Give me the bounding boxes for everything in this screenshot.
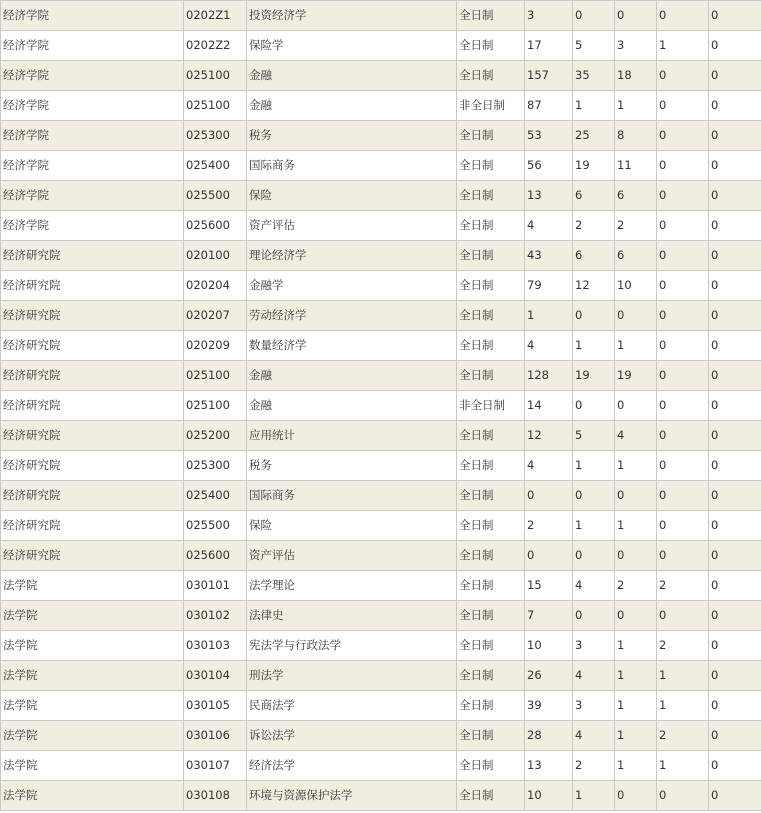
major-code-cell: 030107 bbox=[184, 751, 247, 781]
major-code-cell: 030101 bbox=[184, 571, 247, 601]
college-cell: 经济研究院 bbox=[1, 271, 184, 301]
college-cell: 法学院 bbox=[1, 661, 184, 691]
count-cell-3: 0 bbox=[615, 601, 657, 631]
count-cell-1: 1 bbox=[525, 301, 573, 331]
count-cell-2: 5 bbox=[573, 421, 615, 451]
college-cell: 经济研究院 bbox=[1, 241, 184, 271]
count-cell-4: 0 bbox=[657, 301, 709, 331]
count-cell-4: 2 bbox=[657, 721, 709, 751]
count-cell-3: 0 bbox=[615, 481, 657, 511]
study-mode-cell: 全日制 bbox=[457, 751, 525, 781]
study-mode-cell: 全日制 bbox=[457, 451, 525, 481]
count-cell-3: 1 bbox=[615, 631, 657, 661]
college-cell: 经济研究院 bbox=[1, 451, 184, 481]
major-code-cell: 025400 bbox=[184, 481, 247, 511]
count-cell-1: 17 bbox=[525, 31, 573, 61]
count-cell-2: 0 bbox=[573, 481, 615, 511]
count-cell-2: 4 bbox=[573, 661, 615, 691]
count-cell-2: 5 bbox=[573, 31, 615, 61]
count-cell-2: 0 bbox=[573, 541, 615, 571]
major-name-cell: 资产评估 bbox=[247, 541, 457, 571]
study-mode-cell: 全日制 bbox=[457, 121, 525, 151]
count-cell-2: 0 bbox=[573, 1, 615, 31]
study-mode-cell: 全日制 bbox=[457, 481, 525, 511]
count-cell-5: 0 bbox=[709, 1, 761, 31]
study-mode-cell: 全日制 bbox=[457, 781, 525, 811]
table-row bbox=[1, 571, 761, 601]
major-name-cell: 保险 bbox=[247, 181, 457, 211]
study-mode-cell: 全日制 bbox=[457, 661, 525, 691]
count-cell-5: 0 bbox=[709, 451, 761, 481]
college-cell: 经济研究院 bbox=[1, 481, 184, 511]
count-cell-1: 128 bbox=[525, 361, 573, 391]
table-row bbox=[1, 661, 761, 691]
count-cell-1: 4 bbox=[525, 211, 573, 241]
table-row bbox=[1, 421, 761, 451]
count-cell-1: 10 bbox=[525, 781, 573, 811]
count-cell-4: 0 bbox=[657, 331, 709, 361]
college-cell: 经济研究院 bbox=[1, 361, 184, 391]
major-code-cell: 025100 bbox=[184, 91, 247, 121]
count-cell-1: 14 bbox=[525, 391, 573, 421]
major-name-cell: 投资经济学 bbox=[247, 1, 457, 31]
count-cell-1: 7 bbox=[525, 601, 573, 631]
major-code-cell: 030108 bbox=[184, 781, 247, 811]
major-name-cell: 宪法学与行政法学 bbox=[247, 631, 457, 661]
major-name-cell: 保险学 bbox=[247, 31, 457, 61]
count-cell-3: 1 bbox=[615, 91, 657, 121]
count-cell-1: 79 bbox=[525, 271, 573, 301]
major-code-cell: 030102 bbox=[184, 601, 247, 631]
count-cell-3: 1 bbox=[615, 511, 657, 541]
table-row bbox=[1, 241, 761, 271]
major-name-cell: 经济法学 bbox=[247, 751, 457, 781]
count-cell-2: 1 bbox=[573, 331, 615, 361]
count-cell-2: 25 bbox=[573, 121, 615, 151]
college-cell: 经济研究院 bbox=[1, 391, 184, 421]
table-row bbox=[1, 91, 761, 121]
count-cell-5: 0 bbox=[709, 91, 761, 121]
count-cell-2: 3 bbox=[573, 691, 615, 721]
study-mode-cell: 全日制 bbox=[457, 361, 525, 391]
count-cell-4: 0 bbox=[657, 61, 709, 91]
count-cell-2: 19 bbox=[573, 151, 615, 181]
count-cell-4: 0 bbox=[657, 121, 709, 151]
major-code-cell: 020100 bbox=[184, 241, 247, 271]
college-cell: 经济研究院 bbox=[1, 541, 184, 571]
count-cell-2: 0 bbox=[573, 601, 615, 631]
count-cell-1: 13 bbox=[525, 181, 573, 211]
study-mode-cell: 全日制 bbox=[457, 421, 525, 451]
count-cell-3: 10 bbox=[615, 271, 657, 301]
count-cell-5: 0 bbox=[709, 31, 761, 61]
count-cell-3: 2 bbox=[615, 571, 657, 601]
count-cell-1: 53 bbox=[525, 121, 573, 151]
count-cell-1: 28 bbox=[525, 721, 573, 751]
count-cell-3: 2 bbox=[615, 211, 657, 241]
count-cell-3: 1 bbox=[615, 661, 657, 691]
count-cell-2: 4 bbox=[573, 571, 615, 601]
count-cell-2: 3 bbox=[573, 631, 615, 661]
major-name-cell: 法学理论 bbox=[247, 571, 457, 601]
major-code-cell: 025500 bbox=[184, 511, 247, 541]
count-cell-2: 4 bbox=[573, 721, 615, 751]
count-cell-1: 39 bbox=[525, 691, 573, 721]
college-cell: 经济学院 bbox=[1, 181, 184, 211]
count-cell-3: 1 bbox=[615, 721, 657, 751]
college-cell: 经济研究院 bbox=[1, 421, 184, 451]
count-cell-5: 0 bbox=[709, 781, 761, 811]
major-name-cell: 理论经济学 bbox=[247, 241, 457, 271]
count-cell-5: 0 bbox=[709, 331, 761, 361]
college-cell: 经济学院 bbox=[1, 121, 184, 151]
major-name-cell: 应用统计 bbox=[247, 421, 457, 451]
count-cell-5: 0 bbox=[709, 691, 761, 721]
table-row bbox=[1, 481, 761, 511]
college-cell: 经济学院 bbox=[1, 151, 184, 181]
major-name-cell: 金融 bbox=[247, 61, 457, 91]
college-cell: 法学院 bbox=[1, 631, 184, 661]
count-cell-5: 0 bbox=[709, 541, 761, 571]
count-cell-1: 3 bbox=[525, 1, 573, 31]
count-cell-1: 4 bbox=[525, 331, 573, 361]
count-cell-4: 0 bbox=[657, 481, 709, 511]
count-cell-3: 11 bbox=[615, 151, 657, 181]
count-cell-4: 0 bbox=[657, 211, 709, 241]
table-row bbox=[1, 391, 761, 421]
study-mode-cell: 全日制 bbox=[457, 31, 525, 61]
count-cell-5: 0 bbox=[709, 421, 761, 451]
count-cell-1: 56 bbox=[525, 151, 573, 181]
count-cell-1: 0 bbox=[525, 541, 573, 571]
study-mode-cell: 全日制 bbox=[457, 721, 525, 751]
table-row bbox=[1, 751, 761, 781]
college-cell: 法学院 bbox=[1, 721, 184, 751]
count-cell-5: 0 bbox=[709, 271, 761, 301]
count-cell-4: 1 bbox=[657, 31, 709, 61]
study-mode-cell: 全日制 bbox=[457, 271, 525, 301]
college-cell: 法学院 bbox=[1, 691, 184, 721]
major-code-cell: 025500 bbox=[184, 181, 247, 211]
table-row bbox=[1, 61, 761, 91]
count-cell-4: 1 bbox=[657, 691, 709, 721]
major-code-cell: 0202Z1 bbox=[184, 1, 247, 31]
college-cell: 经济学院 bbox=[1, 61, 184, 91]
table-row bbox=[1, 691, 761, 721]
study-mode-cell: 全日制 bbox=[457, 601, 525, 631]
count-cell-1: 87 bbox=[525, 91, 573, 121]
table-row bbox=[1, 451, 761, 481]
major-code-cell: 020207 bbox=[184, 301, 247, 331]
table-row bbox=[1, 541, 761, 571]
major-code-cell: 030105 bbox=[184, 691, 247, 721]
major-code-cell: 030106 bbox=[184, 721, 247, 751]
major-code-cell: 025400 bbox=[184, 151, 247, 181]
study-mode-cell: 全日制 bbox=[457, 511, 525, 541]
count-cell-1: 43 bbox=[525, 241, 573, 271]
count-cell-4: 0 bbox=[657, 361, 709, 391]
study-mode-cell: 全日制 bbox=[457, 691, 525, 721]
table-row bbox=[1, 361, 761, 391]
study-mode-cell: 非全日制 bbox=[457, 391, 525, 421]
major-name-cell: 环境与资源保护法学 bbox=[247, 781, 457, 811]
count-cell-2: 6 bbox=[573, 181, 615, 211]
table-row bbox=[1, 211, 761, 241]
table-body bbox=[1, 1, 761, 811]
count-cell-2: 19 bbox=[573, 361, 615, 391]
major-name-cell: 金融 bbox=[247, 391, 457, 421]
count-cell-2: 6 bbox=[573, 241, 615, 271]
major-name-cell: 保险 bbox=[247, 511, 457, 541]
table-row bbox=[1, 601, 761, 631]
study-mode-cell: 全日制 bbox=[457, 211, 525, 241]
count-cell-2: 1 bbox=[573, 781, 615, 811]
major-name-cell: 金融学 bbox=[247, 271, 457, 301]
count-cell-1: 12 bbox=[525, 421, 573, 451]
major-code-cell: 020204 bbox=[184, 271, 247, 301]
count-cell-5: 0 bbox=[709, 211, 761, 241]
major-code-cell: 030104 bbox=[184, 661, 247, 691]
study-mode-cell: 全日制 bbox=[457, 301, 525, 331]
table-row bbox=[1, 271, 761, 301]
major-name-cell: 民商法学 bbox=[247, 691, 457, 721]
count-cell-3: 8 bbox=[615, 121, 657, 151]
table-row bbox=[1, 301, 761, 331]
count-cell-2: 1 bbox=[573, 511, 615, 541]
count-cell-4: 0 bbox=[657, 241, 709, 271]
college-cell: 经济学院 bbox=[1, 31, 184, 61]
count-cell-2: 2 bbox=[573, 751, 615, 781]
count-cell-3: 0 bbox=[615, 301, 657, 331]
table-row bbox=[1, 1, 761, 31]
count-cell-3: 3 bbox=[615, 31, 657, 61]
college-cell: 经济研究院 bbox=[1, 511, 184, 541]
college-cell: 经济学院 bbox=[1, 211, 184, 241]
count-cell-2: 1 bbox=[573, 91, 615, 121]
count-cell-3: 0 bbox=[615, 1, 657, 31]
count-cell-2: 0 bbox=[573, 301, 615, 331]
major-name-cell: 税务 bbox=[247, 121, 457, 151]
count-cell-4: 0 bbox=[657, 181, 709, 211]
count-cell-3: 4 bbox=[615, 421, 657, 451]
count-cell-1: 10 bbox=[525, 631, 573, 661]
count-cell-4: 0 bbox=[657, 541, 709, 571]
college-cell: 法学院 bbox=[1, 781, 184, 811]
count-cell-3: 1 bbox=[615, 331, 657, 361]
study-mode-cell: 全日制 bbox=[457, 631, 525, 661]
major-code-cell: 025100 bbox=[184, 361, 247, 391]
count-cell-3: 0 bbox=[615, 781, 657, 811]
count-cell-4: 0 bbox=[657, 391, 709, 421]
count-cell-5: 0 bbox=[709, 721, 761, 751]
study-mode-cell: 全日制 bbox=[457, 61, 525, 91]
table-row bbox=[1, 151, 761, 181]
college-cell: 经济研究院 bbox=[1, 301, 184, 331]
major-name-cell: 国际商务 bbox=[247, 151, 457, 181]
count-cell-3: 6 bbox=[615, 181, 657, 211]
major-code-cell: 025100 bbox=[184, 391, 247, 421]
major-name-cell: 金融 bbox=[247, 361, 457, 391]
study-mode-cell: 全日制 bbox=[457, 241, 525, 271]
study-mode-cell: 全日制 bbox=[457, 151, 525, 181]
count-cell-1: 4 bbox=[525, 451, 573, 481]
table-row bbox=[1, 181, 761, 211]
count-cell-5: 0 bbox=[709, 571, 761, 601]
study-mode-cell: 非全日制 bbox=[457, 91, 525, 121]
major-name-cell: 诉讼法学 bbox=[247, 721, 457, 751]
college-cell: 经济学院 bbox=[1, 91, 184, 121]
count-cell-3: 0 bbox=[615, 391, 657, 421]
college-cell: 法学院 bbox=[1, 601, 184, 631]
study-mode-cell: 全日制 bbox=[457, 1, 525, 31]
college-cell: 法学院 bbox=[1, 751, 184, 781]
count-cell-5: 0 bbox=[709, 301, 761, 331]
count-cell-5: 0 bbox=[709, 751, 761, 781]
count-cell-3: 1 bbox=[615, 451, 657, 481]
count-cell-5: 0 bbox=[709, 61, 761, 91]
count-cell-2: 0 bbox=[573, 391, 615, 421]
count-cell-5: 0 bbox=[709, 151, 761, 181]
count-cell-1: 157 bbox=[525, 61, 573, 91]
count-cell-5: 0 bbox=[709, 481, 761, 511]
count-cell-5: 0 bbox=[709, 601, 761, 631]
count-cell-3: 19 bbox=[615, 361, 657, 391]
count-cell-4: 0 bbox=[657, 451, 709, 481]
major-name-cell: 法律史 bbox=[247, 601, 457, 631]
major-code-cell: 020209 bbox=[184, 331, 247, 361]
college-cell: 经济研究院 bbox=[1, 331, 184, 361]
count-cell-2: 1 bbox=[573, 451, 615, 481]
major-name-cell: 刑法学 bbox=[247, 661, 457, 691]
count-cell-1: 15 bbox=[525, 571, 573, 601]
count-cell-4: 0 bbox=[657, 511, 709, 541]
count-cell-4: 0 bbox=[657, 601, 709, 631]
count-cell-3: 6 bbox=[615, 241, 657, 271]
count-cell-2: 2 bbox=[573, 211, 615, 241]
college-cell: 经济学院 bbox=[1, 1, 184, 31]
study-mode-cell: 全日制 bbox=[457, 541, 525, 571]
count-cell-2: 35 bbox=[573, 61, 615, 91]
count-cell-4: 0 bbox=[657, 781, 709, 811]
count-cell-1: 26 bbox=[525, 661, 573, 691]
major-code-cell: 025600 bbox=[184, 211, 247, 241]
table-row bbox=[1, 631, 761, 661]
count-cell-5: 0 bbox=[709, 511, 761, 541]
major-code-cell: 025200 bbox=[184, 421, 247, 451]
count-cell-4: 1 bbox=[657, 751, 709, 781]
count-cell-5: 0 bbox=[709, 661, 761, 691]
count-cell-4: 0 bbox=[657, 271, 709, 301]
college-cell: 法学院 bbox=[1, 571, 184, 601]
count-cell-5: 0 bbox=[709, 391, 761, 421]
count-cell-2: 12 bbox=[573, 271, 615, 301]
study-mode-cell: 全日制 bbox=[457, 331, 525, 361]
major-name-cell: 资产评估 bbox=[247, 211, 457, 241]
major-code-cell: 0202Z2 bbox=[184, 31, 247, 61]
count-cell-3: 1 bbox=[615, 751, 657, 781]
count-cell-4: 2 bbox=[657, 571, 709, 601]
major-code-cell: 025600 bbox=[184, 541, 247, 571]
count-cell-3: 1 bbox=[615, 691, 657, 721]
count-cell-3: 0 bbox=[615, 541, 657, 571]
major-code-cell: 025300 bbox=[184, 121, 247, 151]
table-row bbox=[1, 781, 761, 811]
table-row bbox=[1, 721, 761, 751]
count-cell-4: 0 bbox=[657, 1, 709, 31]
count-cell-4: 2 bbox=[657, 631, 709, 661]
major-name-cell: 劳动经济学 bbox=[247, 301, 457, 331]
major-name-cell: 税务 bbox=[247, 451, 457, 481]
study-mode-cell: 全日制 bbox=[457, 181, 525, 211]
count-cell-1: 2 bbox=[525, 511, 573, 541]
major-code-cell: 030103 bbox=[184, 631, 247, 661]
major-name-cell: 数量经济学 bbox=[247, 331, 457, 361]
study-mode-cell: 全日制 bbox=[457, 571, 525, 601]
count-cell-5: 0 bbox=[709, 241, 761, 271]
table-row bbox=[1, 331, 761, 361]
major-code-cell: 025300 bbox=[184, 451, 247, 481]
major-name-cell: 国际商务 bbox=[247, 481, 457, 511]
count-cell-5: 0 bbox=[709, 121, 761, 151]
count-cell-4: 0 bbox=[657, 91, 709, 121]
count-cell-4: 1 bbox=[657, 661, 709, 691]
count-cell-5: 0 bbox=[709, 631, 761, 661]
table-row bbox=[1, 31, 761, 61]
table-row bbox=[1, 511, 761, 541]
table-row bbox=[1, 121, 761, 151]
major-name-cell: 金融 bbox=[247, 91, 457, 121]
count-cell-1: 13 bbox=[525, 751, 573, 781]
major-code-cell: 025100 bbox=[184, 61, 247, 91]
count-cell-5: 0 bbox=[709, 361, 761, 391]
count-cell-4: 0 bbox=[657, 421, 709, 451]
count-cell-5: 0 bbox=[709, 181, 761, 211]
count-cell-1: 0 bbox=[525, 481, 573, 511]
count-cell-3: 18 bbox=[615, 61, 657, 91]
count-cell-4: 0 bbox=[657, 151, 709, 181]
